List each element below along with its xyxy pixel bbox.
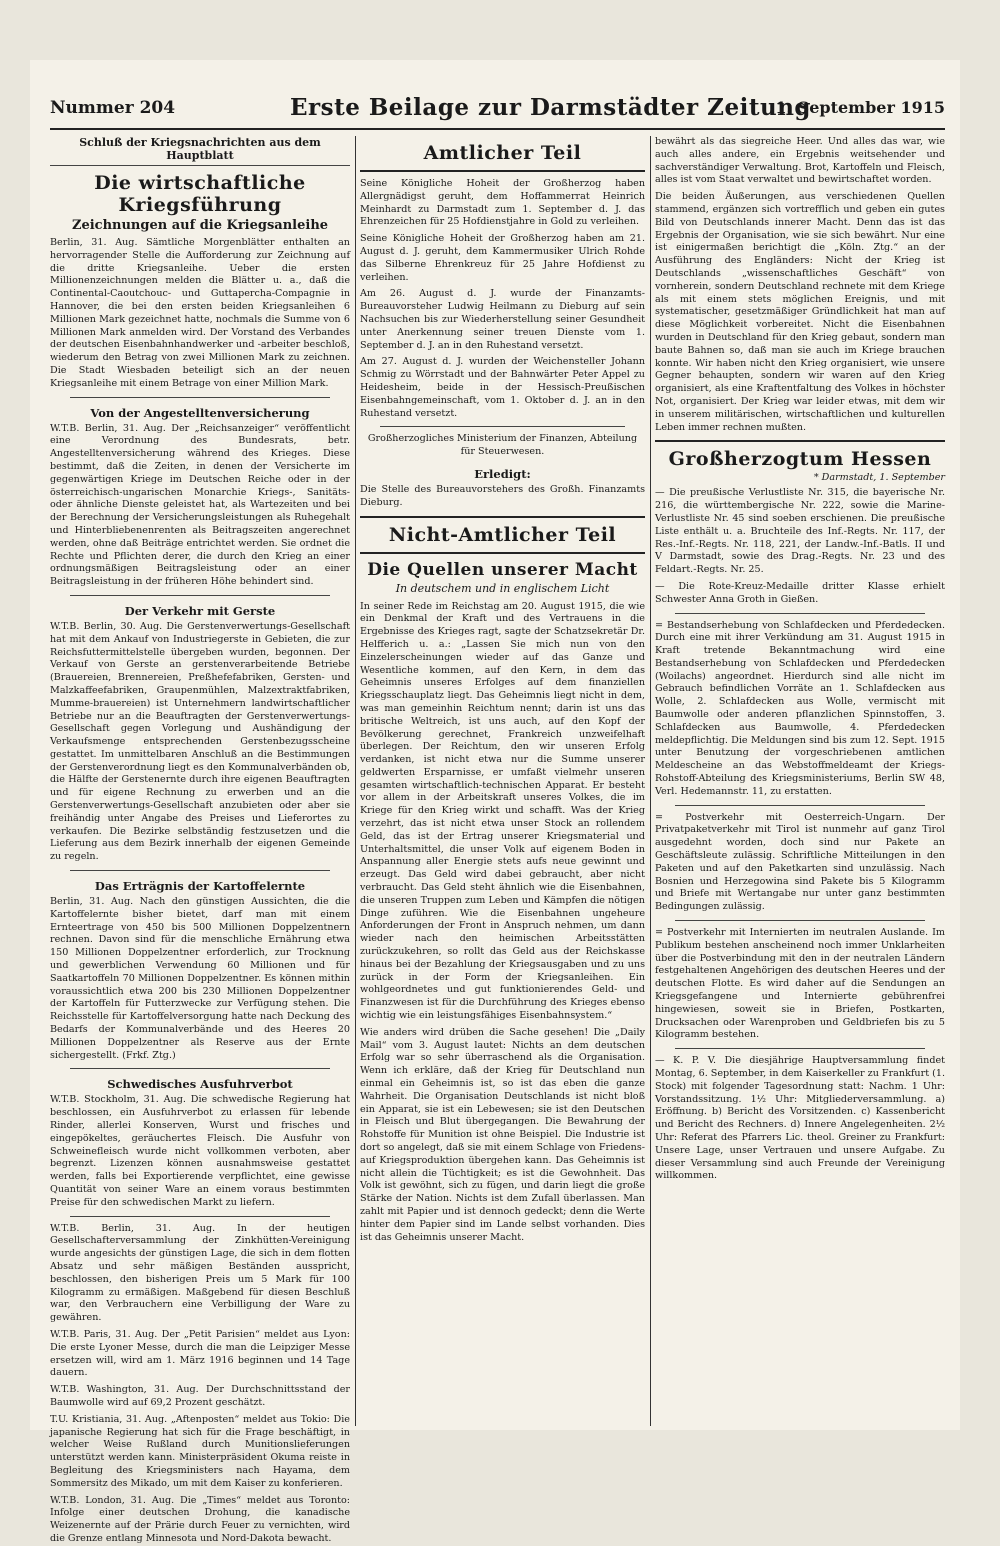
article-paragraph: W.T.B. Paris, 31. Aug. Der „Petit Parisien“ meldet aus Lyon: Die erste Lyoner Messe, durch die man die Leipziger Messe ersetzen will, wird am 1. März 1916 beginnen und 14 Tage dauern. <box>50 1328 350 1379</box>
section-headline: Großherzogtum Hessen <box>668 448 932 471</box>
article-subhead: In deutschem und in englischem Licht <box>395 581 610 595</box>
article-heading: Von der Angestelltenversicherung <box>90 405 310 420</box>
divider <box>675 920 925 921</box>
newspaper-page <box>30 60 960 1544</box>
divider <box>70 397 330 398</box>
article-subhead: Zeichnungen auf die Kriegsanleihe <box>71 218 329 233</box>
divider <box>360 170 645 172</box>
article-paragraph: W.T.B. London, 31. Aug. Die „Times“ meldet aus Toronto: Infolge einer deutschen Drohung, die kanadische Weizenernte auf der Prärie durch Feuer zu vernichten, wird die Grenze entlang Minnesota und Nord-Dakota bewacht. <box>50 1494 350 1544</box>
erledigt-heading: Erledigt: <box>474 466 531 481</box>
article-paragraph: Am 26. August d. J. wurde der Finanzamts-Bureauvorsteher Ludwig Heilmann zu Dieburg auf sein Nachsuchen bis zur Wiederherstellung seiner Gesundheit unter Anerkennung seiner treuen Dienste vom 1. September d. J. an in den Ruhestand versetzt. <box>360 288 645 351</box>
divider <box>360 552 645 554</box>
section-kicker: Schluß der Kriegsnachrichten aus dem Hauptblatt <box>50 136 350 166</box>
article-paragraph: bewährt als das siegreiche Heer. Und alles das war, wie auch alles andere, ein Ergebnis weitsehender und sachverständiger Verwaltung. Brot, Kartoffeln und Fleisch, alles ist vom Staat verwaltet und bewirtschaftet worden. <box>655 136 945 186</box>
article-paragraph: Am 27. August d. J. wurden der Weichensteller Johann Schmig zu Wörrstadt und der Bahnwärter Peter Appel zu Heidesheim, beide in der Hessisch-Preußischen Eisenbahngemeinschaft, vom 1. Oktober d. J. an in den Ruhestand versetzt. <box>360 356 645 419</box>
newspaper-title: Erste Beilage zur Darmstädter Zeitung <box>290 94 811 121</box>
divider <box>70 1216 330 1217</box>
article-heading: Schwedisches Ausfuhrverbot <box>107 1077 293 1092</box>
article-paragraph: In seiner Rede im Reichstag am 20. August 1915, die wie ein Denkmal der Kraft und des Vertrauens in die Ergebnisse des Krieges ragt, sagte der Schatzsekretär Dr. Helfferich u. a.: „Lassen Sie mich nun von den Einzelerscheinungen wieder auf das Ganze und Wesentliche kommen, auf den Kern, in dem das Geheimnis unseres Erfolges auf dem finanziellen Kriegsschauplatz liegt. Das Geheimnis liegt nicht in dem, was man gemeinhin Reichtum nennt; darin ist uns das britische Weltreich, ist uns auch, auf den Kopf der Bevölkerung gerechnet, Frankreich unzweifelhaft überlegen. Der Reichtum, den wir unseren Erfolg verdanken, ist nicht etwa nur die Summe unserer geldwerten Ersparnisse, er umfaßt vielmehr unseren gesamten wirtschaftlich-technischen Apparat. Er besteht vor allem in der Arbeitskraft unseres Volkes, die im Kriege für den Krieg wirkt und schafft. Was der Krieg verzehrt, das ist nicht etwa unser Stock an rollendem Geld, das ist der Ertrag unserer Kriegsmaterial und Unterhaltsmittel, die unser Volk auf eigenem Boden in Anspannung aller Energie stets aufs neue gewinnt und erzeugt. Das Geld wird dabei gebraucht, aber nicht verbraucht. Das Geld steht ähnlich wie die Eisenbahnen, die unseren Truppen zum Leben und Kämpfen die nötigen Dinge zuführen. Wie die Eisenbahnen ungeheure Anforderungen der Front in Anspruch nehmen, um dann wieder nach den heimischen Arbeitsstätten zurückzukehren, so rollt das Geld aus der Reichskasse hinaus bei der Bezahlung der Kriegsausgaben und zu uns zurück in der Form der Kriegsanleihen. Ein wohlgeordnetes und gut funktionierendes Geld- und Finanzwesen ist für die Durchführung des Krieges ebenso wichtig wie ein leistungsfähiges Eisenbahnsystem.“ <box>360 600 645 1022</box>
dateline: * Darmstadt, 1. September <box>813 472 945 484</box>
article-paragraph: W.T.B. Berlin, 31. Aug. In der heutigen Gesellschafterversammlung der Zinkhütten-Vereinigung wurde angesichts der günstigen Lage, die sich in dem flotten Absatz und sehr mäßigen Beständen ausspricht, beschlossen, den bisherigen Preis um 5 Mark für 100 Kilogramm zu ermäßigen. Maßgebend für diesen Beschluß war, den Verbrauchern eine Verbilligung der Ware zu gewähren. <box>50 1222 350 1324</box>
divider <box>655 440 945 442</box>
article-paragraph: = Postverkehr mit Oesterreich-Ungarn. Der Privatpaketverkehr mit Tirol ist nunmehr auf ganz Tirol ausgedehnt worden, doch sind nur Pakete an Geschäftsleute zulässig. Schriftliche Mitteilungen in den Paketen und auf den Paketkarten sind unzulässig. Nach Bosnien und Herzegowina sind Pakete bis 5 Kilogramm und Briefe mit Wertangabe nur unter ganz bestimmten Bedingungen zulässig. <box>655 811 945 913</box>
divider <box>70 870 330 871</box>
article-paragraph: — K. P. V. Die diesjährige Hauptversammlung findet Montag, 6. September, in dem Kaiserkeller zu Frankfurt (1. Stock) mit folgender Tagesordnung statt: Nachm. 1 Uhr: Vorstandssitzung. 1½ Uhr: Mitgliederversammlung. a) Eröffnung. b) Bericht des Vorsitzenden. c) Kassenbericht und Bericht des Rechners. d) Innere Angelegenheiten. 2½ Uhr: Referat des Pfarrers Lic. theol. Greiner zu Frankfurt: Unsere Lage, unser Vertrauen und unsere Aufgabe. Zu dieser Versammlung sind auch Freunde der Vereinigung willkommen. <box>655 1055 945 1182</box>
divider <box>675 613 925 614</box>
article-heading: Das Erträgnis der Kartoffelernte <box>94 879 306 894</box>
article-paragraph: = Bestandserhebung von Schlafdecken und Pferdedecken. Durch eine mit ihrer Verkündung am 31. August 1915 in Kraft tretende Bekanntmachung wird eine Bestandserhebung von Schlafdecken und Pferdedecken (Woilachs) angeordnet. Hierdurch sind alle nicht im Gebrauch befindlichen Vorräte an 1. Schlafdecken aus Wolle, 2. Schlafdecken aus Wolle, vermischt mit Baumwolle oder anderen pflanzlichen Spinnstoffen, 3. Schlafdecken aus Baumwolle, 4. Pferdedecken meldepflichtig. Die Meldungen sind bis zum 12. Sept. 1915 unter Benutzung der vorgeschriebenen amtlichen Meldescheine an das Webstoffmeldeamt der Kriegs-Rohstoff-Abteilung des Kriegsministeriums, Berlin SW 48, Verl. Hedemannstr. 11, zu erstatten. <box>655 619 945 797</box>
article-paragraph: = Postverkehr mit Internierten im neutralen Auslande. Im Publikum bestehen anscheinend noch immer Unklarheiten über die Postverbindung mit den in der neutralen Ländern festgehaltenen Angehörigen des deutschen Heeres und der deutschen Flotte. Es wird daher auf die Sendungen an Kriegsgefangene und Internierte gebührenfrei hingewiesen, soweit sie in Briefen, Postkarten, Drucksachen oder Warenproben und Geldbriefen bis zu 5 Kilogramm bestehen. <box>655 927 945 1041</box>
article-paragraph: W.T.B. Berlin, 31. Aug. Der „Reichsanzeiger“ veröffentlicht eine Verordnung des Bundesrats, betr. Angestelltenversicherung während des Krieges. Diese bestimmt, daß die Zeiten, in denen der Versicherte im gegenwärtigen Kriege im Deutschen Reiche oder in der österreichisch-ungarischen Monarchie Kriegs-, Sanitäts- oder ähnliche Dienste geleistet hat, als Wartezeiten und bei der Berechnung der Versicherungsleistungen als Ruhegehalt und Hinterbliebenenrenten als Beitragszeiten angerechnet werden, ohne daß Beiträge entrichtet werden. Sie ordnet die Rechte und Pflichten derer, die durch den Krieg an einer ordnungsmäßigen Beitragsleistung oder an einer Beitragsleistung in der früheren Höhe behindert sind. <box>50 422 350 588</box>
issue-date: 1. September 1915 <box>775 98 945 117</box>
article-paragraph: W.T.B. Stockholm, 31. Aug. Die schwedische Regierung hat beschlossen, ein Ausfuhrverbot zu erlassen für lebende Rinder, allerlei Konserven, Wurst und frisches und eingepökeltes, geräuchertes Fleisch. Die Ausfuhr von Schweinefleisch wurde nicht vollkommen verboten, aber begrenzt. Lizenzen können ausnahmsweise gestattet werden, falls bei Exportierende verpflichtet, eine gewisse Quantität von seiner Ware an einem voraus bestimmten Preise für den schwedischen Markt zu liefern. <box>50 1094 350 1208</box>
article-paragraph: T.U. Kristiania, 31. Aug. „Aftenposten“ meldet aus Tokio: Die japanische Regierung hat sich für die Frage beschäftigt, in welcher Weise Rußland durch Munitionslieferungen unterstützt werden kann. Ministerpräsident Okuma reiste in Begleitung des Kriegsministers nach Hayama, dem Sommersitz des Mikado, um mit dem Kaiser zu konferieren. <box>50 1413 350 1489</box>
divider <box>70 595 330 596</box>
article-paragraph: Wie anders wird drüben die Sache gesehen! Die „Daily Mail“ vom 3. August lautet: Nichts an dem deutschen Erfolg war so sehr überraschend als die Organisation. Wenn ich erkläre, daß der Krieg für Deutschland nun einmal ein Geheimnis ist, so ist das eben die ganze Wahrheit. Die Organisation Deutschlands ist nicht bloß ein Apparat, sie ist ein Lebewesen; sie ist den Deutschen in Fleisch und Blut übergegangen. Die Bewahrung der Rohstoffe für Munition ist ohne Beispiel. Die Industrie ist dort so angelegt, daß sie mit einem Schlage von Friedens- auf Kriegsproduktion übergehen kann. Das Geheimnis ist nicht allein die Tüchtigkeit; es ist die Gewohnheit. Das Volk ist gewöhnt, sich zu fügen, und darin liegt die große Stärke der Nation. Nichts ist dem Zufall überlassen. Man zahlt mit Papier und ist dennoch gedeckt; denn die Werte hinter dem Papier sind im Lande selbst vorhanden. Dies ist das Geheimnis unserer Macht. <box>360 1026 645 1243</box>
column-rule <box>650 136 651 1426</box>
column-2 <box>360 136 645 1426</box>
article-paragraph: — Die Rote-Kreuz-Medaille dritter Klasse erhielt Schwester Anna Groth in Gießen. <box>655 580 945 605</box>
article-paragraph: Seine Königliche Hoheit der Großherzog haben Allergnädigst geruht, dem Hoffammerrat Heinrich Meinhardt zu Darmstadt zum 1. September d. J. das Ehrenzeichen für 25 Hofdienstjahre in Gold zu verleihen. <box>360 178 645 228</box>
divider <box>675 1048 925 1049</box>
column-1 <box>50 136 350 1544</box>
column-3 <box>655 136 945 1426</box>
article-paragraph: W.T.B. Washington, 31. Aug. Der Durchschnittsstand der Baumwolle wird auf 69,2 Prozent geschätzt. <box>50 1384 350 1408</box>
article-headline: Die wirtschaftliche Kriegsführung <box>94 172 306 216</box>
section-headline: Nicht-Amtlicher Teil <box>388 523 617 546</box>
article-paragraph: Die beiden Äußerungen, aus verschiedenen Quellen stammend, ergänzen sich vortrefflich und geben ein gutes Bild von Deutschlands innerer Macht. Denn das ist das Ergebnis der Organisation, wie sie sich bewährt. Nur eine ist einigermaßen berichtigt die „Köln. Ztg.“ an der Ausführung des Engländers: Nicht der Krieg ist Deutschlands „wissenschaftliches Geschäft“ von vornherein, sondern Deutschland rechnete mit dem Kriege als mit einem stets möglichen Ereignis, und mit systematischer, gesetzmäßiger Gründlichkeit hat man auf diese Möglichkeit vorbereitet. Nicht die Eisenbahnen wurden in Deutschland für den Krieg gebaut, sondern man baute Bahnen so, daß man sie auch im Kriege brauchen konnte. Wir haben nicht den Krieg organisiert, wie unsere Gegner behaupten, sondern wir waren auf den Krieg organisiert, als eine Kraftentfaltung des Volkes in höchster Not, organisiert. Der Krieg war leider etwas, mit dem wir in unserem militärischen, wirtschaftlichen und kulturellen Leben immer rechnen mußten. <box>655 191 945 433</box>
article-paragraph: W.T.B. Berlin, 30. Aug. Die Gerstenverwertungs-Gesellschaft hat mit dem Ankauf von Industriegerste in Gebieten, die zur Reichsfuttermittelstelle übergeben wurden, begonnen. Der Verkauf von Gerste an gerstenverarbeitende Betriebe (Brauereien, Brennereien, Preßhefefabriken, Gersten- und Malzkaffeefabriken, Graupenmühlen, Malzextraktfabriken, Mumme-brauereien) ist Unternehmern landwirtschaftlicher Betriebe nur an die Beauftragten der Gerstenverwertungs-Gesellschaft gegen Vorlegung und Aushändigung der Verkaufsmenge entsprechenden Gerstenbezugsscheine gestattet. Im unmittelbaren Anschluß an die Bestimmungen der Gerstenverordnung liegt es den Kommunalverbänden ob, die Hälfte der Gerstenernte durch ihre eigenen Beauftragten und für eigene Rechnung zu erwerben und an die Gerstenverwertungs-Gesellschaft anzubieten oder aber sie freihändig unter Angabe des Preises und Lieferortes zu verkaufen. Die Bezirke selbständig festzusetzen und die Lieferung aus dem Bezirk innerhalb der eigenen Gemeinde zu regeln. <box>50 620 350 863</box>
divider <box>360 516 645 518</box>
article-paragraph: Seine Königliche Hoheit der Großherzog haben am 21. August d. J. geruht, dem Kammermusiker Ulrich Rohde das Silberne Ehrenkreuz für 25 Jahre Hofdienst zu verleihen. <box>360 233 645 283</box>
article-paragraph: Berlin, 31. Aug. Sämtliche Morgenblätter enthalten an hervorragender Stelle die Aufforderung zur Zeichnung auf die dritte Kriegsanleihe. Ueber die ersten Millionenzeichnungen melden die Blätter u. a., daß die Continental-Caoutchouc- und Guttapercha-Compagnie in Hannover, die bei den ersten beiden Kriegsanleihen 6 Millionen Mark gezeichnet hatte, nochmals die Summe von 6 Millionen Mark anmelden wird. Der Vorstand des Verbandes der deutschen Eisenbahnhandwerker und -arbeiter beschloß, wiederum den Betrag von zwei Millionen Mark zu zeichnen. Die Stadt Wiesbaden beteiligt sich an der neuen Kriegsanleihe mit einem Betrage von einer Million Mark. <box>50 237 350 389</box>
section-headline: Amtlicher Teil <box>423 142 582 164</box>
divider <box>70 1068 330 1069</box>
article-headline: Die Quellen unserer Macht <box>367 559 638 580</box>
article-paragraph: — Die preußische Verlustliste Nr. 315, die bayerische Nr. 216, die württembergische Nr. 222, sowie die Marine-Verlustliste Nr. 45 sind soeben erschienen. Die preußische Liste enthält u. a. Bruchteile des Inf.-Regts. Nr. 117, der Res.-Inf.-Regts. Nr. 118, 221, der Landw.-Inf.-Batls. II und V Darmstadt, sowie des Drag.-Regts. Nr. 23 und des Feldart.-Regts. Nr. 25. <box>655 487 945 576</box>
ministry-line: Großherzogliches Ministerium der Finanzen, Abteilung für Steuerwesen. <box>367 433 638 458</box>
divider <box>675 805 925 806</box>
issue-number: Nummer 204 <box>50 98 176 118</box>
article-paragraph: Die Stelle des Bureauvorstehers des Großh. Finanzamts Dieburg. <box>360 483 645 508</box>
divider <box>380 426 625 427</box>
article-paragraph: Berlin, 31. Aug. Nach den günstigen Aussichten, die die Kartoffelernte bisher bietet, darf man mit einem Ernteertrage von 450 bis 500 Millionen Doppelzentnern rechnen. Davon sind für die menschliche Ernährung etwa 150 Millionen Doppelzentner erforderlich, zur Trocknung und gewerblichen Verwendung 60 Millionen und für Saatkartoffeln 70 Millionen Doppelzentner. Es können mithin voraussichtlich etwa 200 bis 230 Millionen Doppelzentner der Kartoffeln für Futterzwecke zur Verfügung stehen. Die Reichsstelle für Kartoffelversorgung hatte nach Deckung des Bedarfs der Kommunalverbände und des Heeres 20 Millionen Doppelzentner als Reserve aus der Ernte sichergestellt. (Frkf. Ztg.) <box>50 896 350 1061</box>
masthead <box>50 94 945 130</box>
article-heading: Der Verkehr mit Gerste <box>124 603 276 618</box>
column-rule <box>355 136 356 1426</box>
